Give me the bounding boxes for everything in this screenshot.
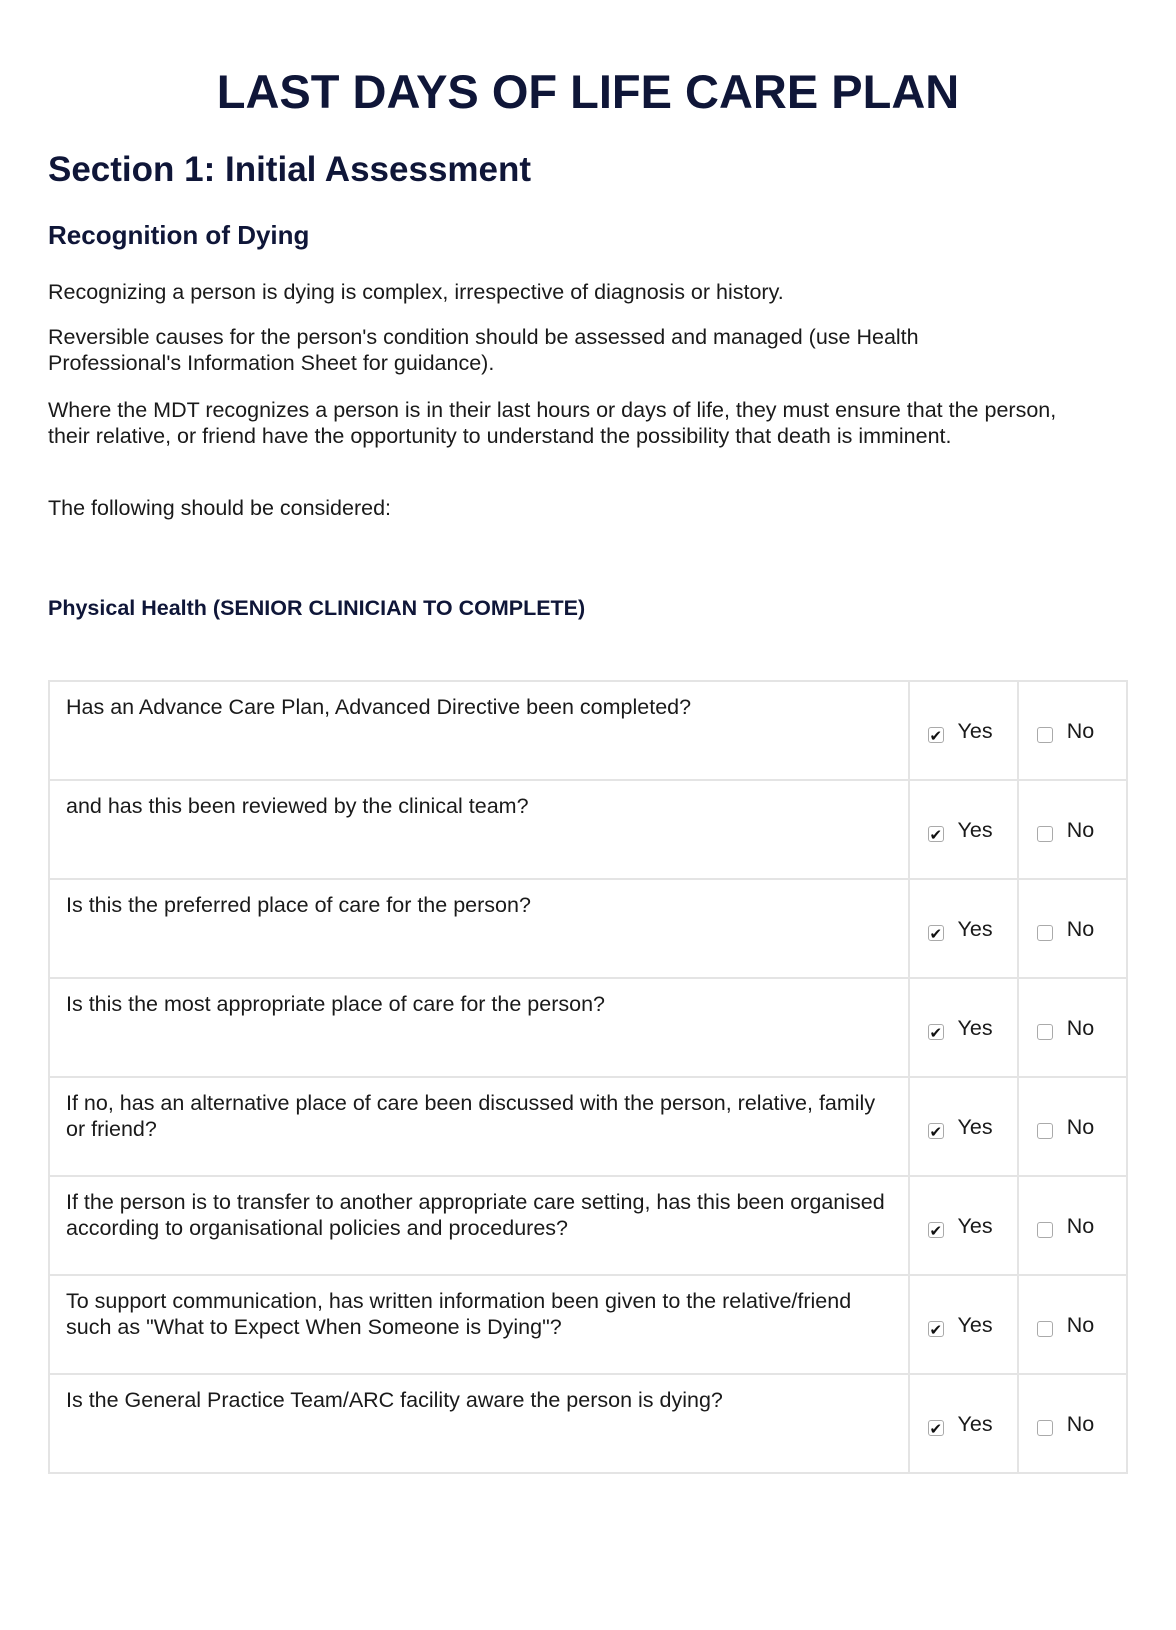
yes-checkbox[interactable]: [928, 727, 944, 743]
table-row: [49, 879, 1127, 978]
yes-label: Yes: [957, 718, 993, 743]
subsection-title: Recognition of Dying: [48, 220, 310, 250]
yes-cell: [909, 1176, 1018, 1275]
question-text: Is this the preferred place of care for the person?: [49, 879, 909, 978]
no-cell: [1018, 780, 1127, 879]
question-text: Is the General Practice Team/ARC facility aware the person is dying?: [49, 1374, 909, 1473]
paragraph: Recognizing a person is dying is complex, irrespective of diagnosis or history.: [48, 280, 784, 304]
yes-cell: [909, 978, 1018, 1077]
paragraph: Reversible causes for the person's condition should be assessed and managed (use Health Professional's Information Sheet for guidance).: [48, 325, 919, 375]
paragraph: The following should be considered:: [48, 496, 392, 520]
question-text: If no, has an alternative place of care been discussed with the person, relative, family or friend?: [49, 1077, 909, 1176]
no-label: No: [1066, 1015, 1095, 1040]
no-checkbox[interactable]: [1037, 1123, 1053, 1139]
question-text: To support communication, has written information been given to the relative/friend such as "What to Expect When Someone is Dying"?: [49, 1275, 909, 1374]
yes-checkbox[interactable]: [928, 1321, 944, 1337]
no-cell: [1018, 681, 1127, 780]
yes-cell: [909, 1275, 1018, 1374]
no-checkbox[interactable]: [1037, 1222, 1053, 1238]
table-row: [49, 780, 1127, 879]
yes-label: Yes: [957, 916, 993, 941]
no-cell: [1018, 879, 1127, 978]
no-label: No: [1066, 1411, 1095, 1436]
no-checkbox[interactable]: [1037, 925, 1053, 941]
no-cell: [1018, 1374, 1127, 1473]
no-checkbox[interactable]: [1037, 1420, 1053, 1436]
yes-checkbox[interactable]: [928, 826, 944, 842]
yes-cell: [909, 780, 1018, 879]
paragraph: Where the MDT recognizes a person is in their last hours or days of life, they must ensure that the person, their relative, or friend have the opportunity to understand the possibility that death is imminent.: [48, 398, 1057, 448]
no-label: No: [1066, 1114, 1095, 1139]
section-title: Section 1: Initial Assessment: [48, 150, 532, 189]
table-row: [49, 1077, 1127, 1176]
no-cell: [1018, 978, 1127, 1077]
assessment-table: [48, 680, 1128, 1474]
yes-cell: [909, 1374, 1018, 1473]
no-label: No: [1066, 1213, 1095, 1238]
no-label: No: [1066, 1312, 1095, 1337]
no-checkbox[interactable]: [1037, 1321, 1053, 1337]
yes-checkbox[interactable]: [928, 1123, 944, 1139]
no-label: No: [1066, 718, 1095, 743]
no-label: No: [1066, 817, 1095, 842]
no-checkbox[interactable]: [1037, 1024, 1053, 1040]
question-text: If the person is to transfer to another appropriate care setting, has this been organised according to organisational policies and procedures?: [49, 1176, 909, 1275]
yes-label: Yes: [957, 1312, 993, 1337]
yes-label: Yes: [957, 1213, 993, 1238]
no-checkbox[interactable]: [1037, 826, 1053, 842]
question-text: Has an Advance Care Plan, Advanced Directive been completed?: [49, 681, 909, 780]
table-row: [49, 681, 1127, 780]
yes-checkbox[interactable]: [928, 925, 944, 941]
yes-cell: [909, 1077, 1018, 1176]
no-checkbox[interactable]: [1037, 727, 1053, 743]
physical-health-heading: Physical Health (SENIOR CLINICIAN TO COMPLETE): [48, 596, 586, 620]
no-cell: [1018, 1275, 1127, 1374]
table-row: [49, 978, 1127, 1077]
table-row: [49, 1374, 1127, 1473]
yes-label: Yes: [957, 1411, 993, 1436]
yes-checkbox[interactable]: [928, 1222, 944, 1238]
table-row: [49, 1275, 1127, 1374]
yes-cell: [909, 879, 1018, 978]
question-text: Is this the most appropriate place of care for the person?: [49, 978, 909, 1077]
document-title: LAST DAYS OF LIFE CARE PLAN: [216, 65, 960, 118]
table-row: [49, 1176, 1127, 1275]
no-label: No: [1066, 916, 1095, 941]
yes-label: Yes: [957, 1015, 993, 1040]
yes-cell: [909, 681, 1018, 780]
no-cell: [1018, 1176, 1127, 1275]
yes-label: Yes: [957, 817, 993, 842]
yes-label: Yes: [957, 1114, 993, 1139]
yes-checkbox[interactable]: [928, 1024, 944, 1040]
no-cell: [1018, 1077, 1127, 1176]
question-text: and has this been reviewed by the clinical team?: [49, 780, 909, 879]
yes-checkbox[interactable]: [928, 1420, 944, 1436]
